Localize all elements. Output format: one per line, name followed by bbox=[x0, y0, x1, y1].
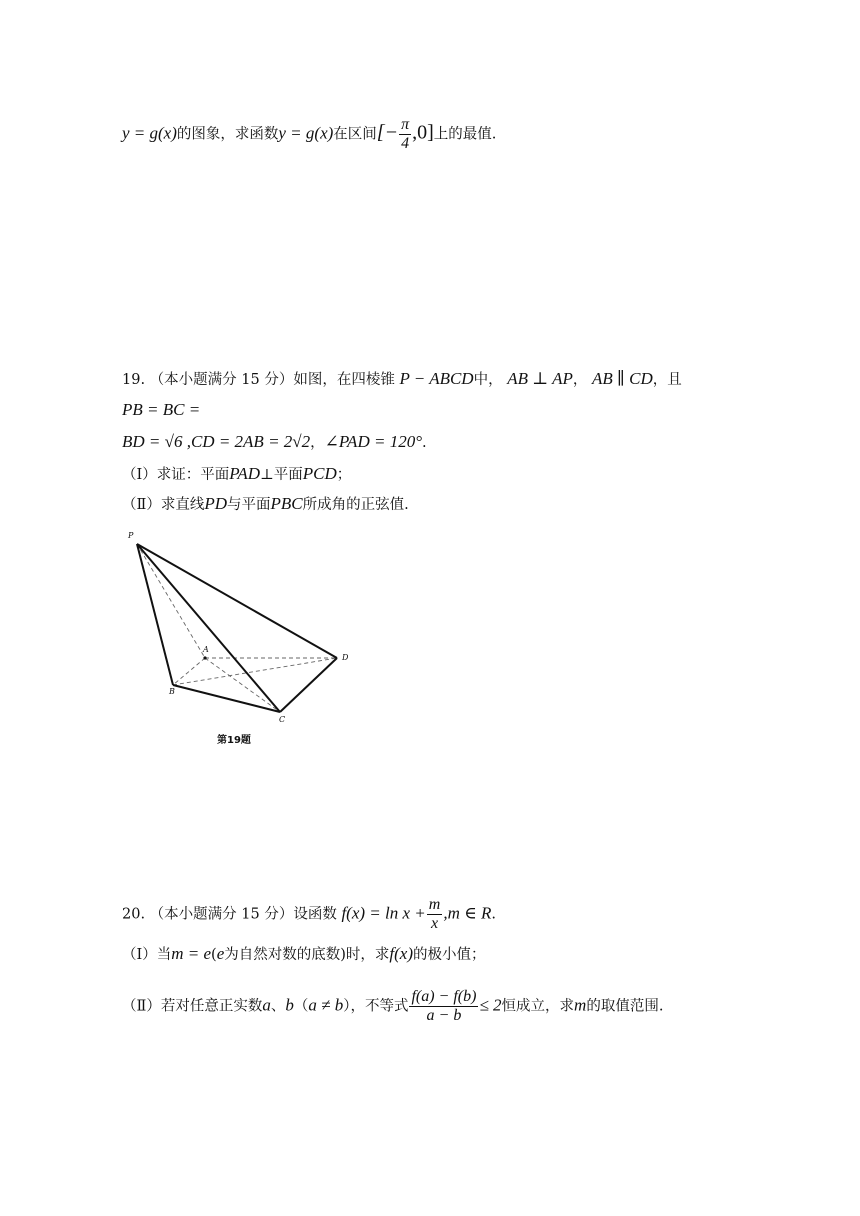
q20-end: . bbox=[491, 906, 496, 923]
q18-fraction bbox=[399, 116, 411, 153]
q19-part2-text: （Ⅱ）求直线 bbox=[122, 497, 205, 513]
q20-paren-open: （ bbox=[293, 998, 309, 1015]
q20-ineq-fraction bbox=[409, 988, 478, 1025]
q19-part1-text: （Ⅰ）求证：平面 bbox=[122, 467, 230, 483]
q19-plane-pbc: PBC bbox=[270, 494, 303, 513]
edge-cd bbox=[280, 658, 337, 712]
q19-sep1: ， bbox=[572, 372, 588, 388]
q19-part1-end: ； bbox=[336, 467, 352, 483]
q18-frac-num: π bbox=[401, 116, 410, 133]
q18-tail-line bbox=[122, 116, 496, 153]
edge-ac bbox=[205, 658, 280, 712]
q19-cond2: AB ∥ CD bbox=[592, 369, 653, 388]
q20-func-right: ,m ∈ R bbox=[443, 903, 492, 923]
q19-mid1: 中， bbox=[473, 372, 503, 388]
q18-interval-right: ,0] bbox=[412, 121, 434, 144]
figure-caption: 第19题 bbox=[217, 735, 251, 746]
q19-line-pd: PD bbox=[204, 494, 228, 513]
q20-fraction bbox=[427, 896, 443, 933]
q20-part2-mid2: 恒成立，求 bbox=[501, 998, 575, 1015]
q19-angle: ∠PAD = 120° bbox=[324, 432, 422, 451]
q20-frac-den: x bbox=[430, 915, 439, 932]
label-p: P bbox=[128, 531, 134, 540]
q18-text-3: 上的最值. bbox=[433, 126, 497, 143]
q18-func-g-2: y = g(x) bbox=[278, 123, 334, 143]
q20-m: m bbox=[574, 995, 587, 1015]
edge-ab bbox=[173, 658, 205, 685]
q19-part2 bbox=[122, 492, 409, 517]
q19-pyramid: P − ABCD bbox=[399, 369, 474, 388]
q19-header-line bbox=[122, 367, 682, 392]
q18-text-2: 在区间 bbox=[333, 126, 377, 143]
label-c: C bbox=[279, 715, 286, 724]
q18-func-g: y = g(x) bbox=[122, 123, 177, 143]
q20-part2-end: 的取值范围. bbox=[586, 998, 664, 1015]
q20-part1-text: （Ⅰ）当 bbox=[122, 947, 172, 963]
q20-frac-num: m bbox=[428, 896, 441, 913]
label-d: D bbox=[342, 653, 349, 662]
q19-plane-pcd: PCD bbox=[302, 464, 337, 483]
q20-part1-end: 的极小值； bbox=[413, 947, 486, 963]
q18-frac-den: 4 bbox=[401, 135, 410, 152]
q18-text: 的图象，求函数 bbox=[176, 126, 279, 143]
point-a bbox=[203, 656, 206, 659]
q19-plane-pad: PAD bbox=[229, 464, 261, 483]
q20-part1 bbox=[122, 942, 486, 967]
q19-header: 19. （本小题满分 15 分）如图，在四棱锥 bbox=[122, 372, 395, 388]
q20-paren: ( bbox=[211, 947, 217, 963]
label-b: B bbox=[169, 687, 175, 696]
q20-part2-text: （Ⅱ）若对任意正实数 bbox=[122, 998, 263, 1015]
q19-mid2: ，且 bbox=[652, 372, 682, 388]
edge-bc bbox=[173, 685, 280, 712]
q20-header-line bbox=[122, 896, 496, 933]
q19-part1-perp: ⊥平面 bbox=[260, 467, 303, 483]
q19-cond1: AB ⊥ AP bbox=[507, 369, 573, 388]
q19-part1 bbox=[122, 462, 351, 487]
q19-lengths: BD = √6 ,CD = 2AB = 2√2 bbox=[122, 432, 311, 451]
edge-pd bbox=[137, 544, 337, 658]
edge-pa bbox=[137, 544, 205, 658]
q20-part2-mid: ），不等式 bbox=[343, 998, 409, 1015]
q19-period: . bbox=[422, 435, 427, 451]
q20-part1-mid: 为自然对数的底数)时，求 bbox=[224, 947, 390, 963]
q20-ineq-den: a − b bbox=[426, 1007, 462, 1024]
q18-interval-left: [− bbox=[376, 121, 399, 144]
q20-fx: f(x) bbox=[389, 944, 413, 963]
q20-e: e bbox=[216, 944, 225, 963]
q20-b: b bbox=[285, 995, 294, 1015]
q19-comma: ， bbox=[310, 435, 325, 451]
pyramid-figure bbox=[125, 528, 365, 728]
q20-sep: 、 bbox=[270, 998, 286, 1015]
q19-line3 bbox=[122, 430, 427, 455]
q19-line2: PB = BC = bbox=[122, 400, 201, 419]
q20-header: 20. （本小题满分 15 分）设函数 bbox=[122, 906, 337, 923]
q20-func-left: f(x) = ln x + bbox=[341, 903, 426, 923]
q20-part2 bbox=[122, 988, 663, 1025]
q20-ineq-num: f(a) − f(b) bbox=[411, 988, 477, 1005]
q20-a-neq-b: a ≠ b bbox=[308, 995, 344, 1015]
q19-part2-end: 所成角的正弦值. bbox=[302, 497, 409, 513]
q20-leq-2: ≤ 2 bbox=[479, 995, 502, 1015]
q20-a: a bbox=[262, 995, 271, 1015]
q20-m-eq-e: m = e bbox=[171, 944, 212, 963]
q19-part2-mid: 与平面 bbox=[227, 497, 271, 513]
label-a: A bbox=[203, 645, 209, 654]
